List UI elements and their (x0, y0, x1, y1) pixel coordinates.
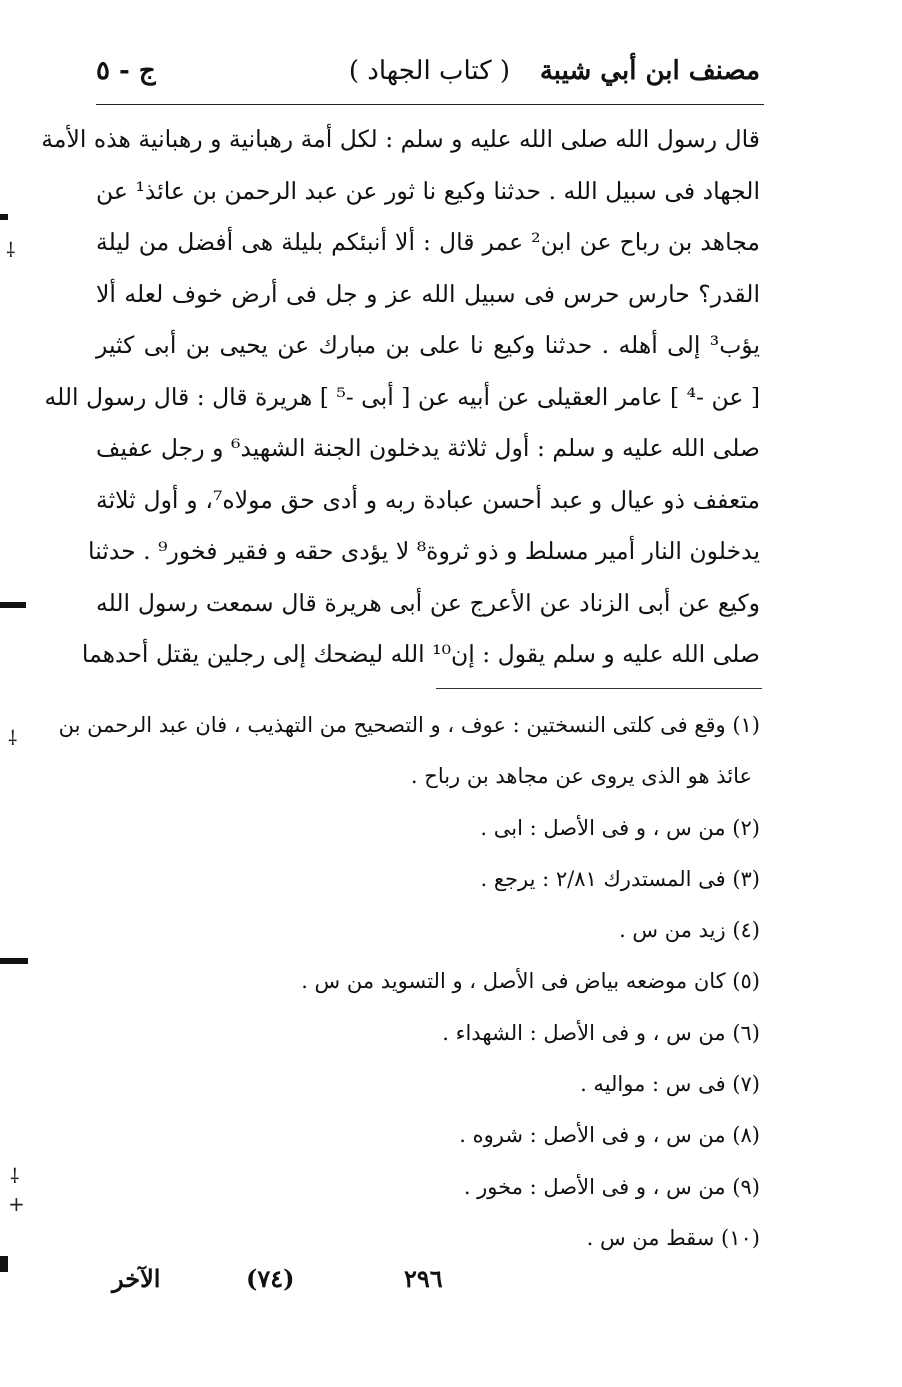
text-line: القدر؟ حارس حرس فى سبيل الله عز و جل فى أرض خوف لعله ألا (96, 279, 760, 308)
text-line: وكيع عن أبى الزناد عن الأعرج عن أبى هريرة قال سمعت رسول الله (96, 588, 760, 617)
text-line: الجهاد فى سبيل الله . حدثنا وكيع نا ثور عن عبد الرحمن بن عائذ¹ عن (96, 176, 760, 205)
running-header (96, 50, 760, 98)
footnote: (٨) من س ، و فى الأصل : شروه . (459, 1123, 760, 1148)
footnote-rule (436, 688, 762, 689)
scan-mark (0, 958, 28, 964)
scan-mark: + (8, 1192, 25, 1216)
text-line: صلى الله عليه و سلم : أول ثلاثة يدخلون الجنة الشهيد⁶ و رجل عفيف (96, 434, 760, 462)
scan-mark (0, 214, 8, 220)
page-number: ٢٩٦ (404, 1264, 443, 1293)
footnote: (٦) من س ، و فى الأصل : الشهداء . (442, 1020, 760, 1045)
text-line: مجاهد بن رباح عن ابن² عمر قال : ألا أنبئكم بليلة هى أفضل من ليلة (96, 228, 760, 256)
footnote: (٧) فى س : مواليه . (580, 1072, 760, 1097)
signature-mark: (٧٤) (246, 1264, 295, 1293)
footnote: (٤) زيد من س . (619, 918, 760, 943)
catchword: الآخر (112, 1264, 161, 1293)
scan-mark: ⸸ (6, 238, 16, 262)
text-line: متعفف ذو عيال و عبد أحسن عبادة ربه و أدى حق مولاه⁷، و أول ثلاثة (96, 485, 761, 514)
volume-number: ج - ٥ (96, 56, 156, 86)
footnotes (58, 700, 760, 1264)
text-line: قال رسول الله صلى الله عليه و سلم : لكل أمة رهبانية و رهبانية هذه الأمة (41, 125, 760, 153)
main-text (41, 114, 761, 681)
footnote: (٢) من س ، و فى الأصل : ابى . (480, 815, 760, 840)
text-line: [ عن -⁴ ] عامر العقيلى عن أبيه عن [ أبى -⁵ ] هريرة قال : قال رسول الله (44, 382, 760, 411)
header-rule (96, 104, 764, 105)
footnote: (٩) من س ، و فى الأصل : مخور . (463, 1174, 760, 1199)
footnote: (٣) فى المستدرك ٢/٨١ : يرجع . (480, 866, 760, 891)
footnote: (١) وقع فى كلتى النسختين : عوف ، و التصحيح من التهذيب ، فان عبد الرحمن بن (58, 713, 760, 737)
text-line: يدخلون النار أمير مسلط و ذو ثروة⁸ لا يؤدى حقه و فقير فخور⁹ . حدثنا (88, 537, 760, 565)
footnote: (١٠) سقط من س . (586, 1225, 760, 1250)
scan-mark (0, 602, 26, 608)
text-line: يؤب³ إلى أهله . حدثنا وكيع نا على بن مبارك عن يحيى بن أبى كثير (96, 331, 760, 359)
page-footer (96, 1256, 760, 1306)
scan-mark (0, 1256, 8, 1272)
section-title: ( كتاب الجهاد ) (348, 56, 510, 86)
footnote-continuation: عائذ هو الذى يروى عن مجاهد بن رباح . (410, 764, 752, 789)
scan-mark: ⸸ (8, 726, 18, 750)
text-line: صلى الله عليه و سلم يقول : إن¹⁰ الله ليضحك إلى رجلين يقتل أحدهما (81, 640, 760, 668)
book-title: مصنف ابن أبي شيبة (539, 56, 760, 86)
scan-mark: ⸸ (10, 1164, 20, 1188)
footnote: (٥) كان موضعه بياض فى الأصل ، و التسويد من س . (301, 969, 760, 994)
